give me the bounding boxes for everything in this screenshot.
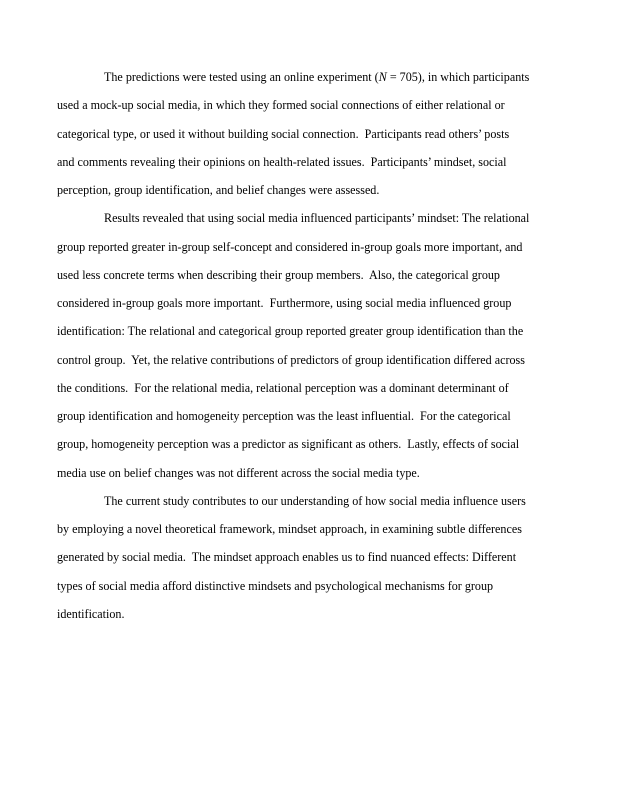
text-line	[57, 543, 562, 571]
text-line	[57, 120, 562, 148]
text-line	[57, 91, 562, 119]
text-segment: the conditions. For the relational media, relational perception was a dominant determinant of	[57, 380, 509, 395]
text-segment: types of social media afford distinctive mindsets and psychological mechanisms for group	[57, 578, 494, 593]
text-line	[57, 346, 562, 374]
text-line	[57, 515, 562, 543]
text-segment: categorical type, or used it without building social connection. Participants read others’ posts	[57, 126, 510, 141]
text-line	[57, 402, 562, 430]
text-line	[57, 289, 562, 317]
page-body	[57, 63, 562, 628]
text-segment: by employing a novel theoretical framework, mindset approach, in examining subtle differences	[57, 522, 522, 536]
text-segment: Results revealed that using social media influenced participants’ mindset: The relational	[104, 211, 530, 226]
text-line	[57, 233, 562, 261]
text-line	[57, 176, 562, 204]
text-line	[57, 63, 562, 91]
text-segment: media use on belief changes was not different across the social media type.	[57, 465, 420, 480]
text-segment: control group. Yet, the relative contributions of predictors of group identification differed across	[57, 352, 525, 367]
text-line	[57, 148, 562, 176]
paragraph-3	[57, 487, 562, 628]
text-segment: group identification and homogeneity perception was the least influential. For the categorical	[57, 409, 511, 423]
text-segment: group, homogeneity perception was a predictor as significant as others. Lastly, effects of social	[57, 437, 520, 452]
text-segment: The predictions were tested using an online experiment (	[104, 70, 379, 84]
paragraph-1	[57, 63, 562, 204]
text-segment: = 705), in which participants	[386, 70, 530, 84]
text-segment: identification: The relational and categorical group reported greater group identification than the	[57, 324, 524, 339]
text-segment: used less concrete terms when describing their group members. Also, the categorical group	[57, 267, 500, 282]
text-line	[57, 572, 562, 600]
text-segment: used a mock-up social media, in which they formed social connections of either relational or	[57, 98, 505, 113]
text-line	[57, 600, 562, 628]
text-line	[57, 459, 562, 487]
text-segment: considered in-group goals more important. Furthermore, using social media influenced group	[57, 296, 512, 310]
text-segment: group reported greater in-group self-concept and considered in-group goals more important, and	[57, 239, 523, 254]
text-line	[57, 204, 562, 232]
text-segment: and comments revealing their opinions on health-related issues. Participants’ mindset, social	[57, 154, 507, 169]
text-line	[57, 317, 562, 345]
text-line	[57, 487, 562, 515]
text-segment: perception, group identification, and belief changes were assessed.	[57, 183, 380, 197]
text-line	[57, 374, 562, 402]
text-segment: generated by social media. The mindset approach enables us to find nuanced effects: Different	[57, 550, 517, 565]
text-segment: The current study contributes to our understanding of how social media influence users	[104, 493, 526, 508]
text-line	[57, 430, 562, 458]
text-line	[57, 261, 562, 289]
paragraph-2	[57, 204, 562, 487]
text-segment: identification.	[57, 606, 125, 621]
italic-variable-n: N	[378, 70, 387, 84]
